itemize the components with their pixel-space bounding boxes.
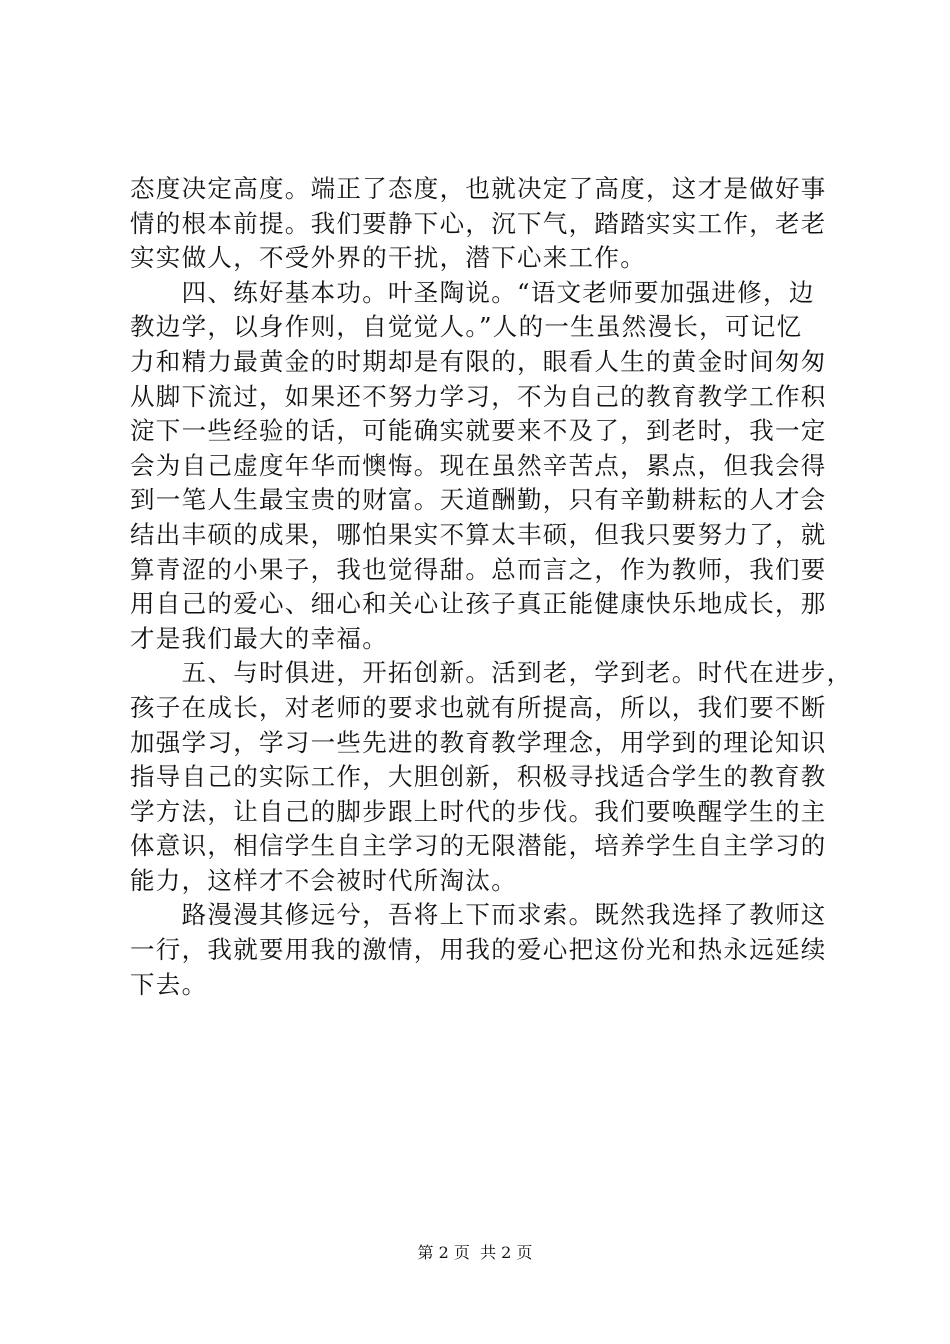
text-line: 孩子在成长，对老师的要求也就有所提高，所以，我们要不断 bbox=[130, 692, 827, 722]
text-line: 算青涩的小果子，我也觉得甜。总而言之，作为教师，我们要 bbox=[130, 554, 827, 584]
text-line: 力和精力最黄金的时期却是有限的，眼看人生的黄金时间匆匆 bbox=[130, 346, 827, 376]
text-line: 教边学，以身作则，自觉觉人。”人的一生虽然漫长，可记忆 bbox=[130, 312, 803, 342]
text-line: 五、与时俱进，开拓创新。活到老，学到老。时代在进步， bbox=[130, 658, 853, 688]
text-line: 到一笔人生最宝贵的财富。天道酬勤，只有辛勤耕耘的人才会 bbox=[130, 485, 827, 515]
text-line: 结出丰硕的成果，哪怕果实不算太丰硕，但我只要努力了，就 bbox=[130, 519, 827, 549]
text-line: 淀下一些经验的话，可能确实就要来不及了，到老时，我一定 bbox=[130, 416, 827, 446]
text-line: 态度决定高度。端正了态度，也就决定了高度，这才是做好事 bbox=[130, 174, 827, 203]
text-line: 学方法，让自己的脚步跟上时代的步伐。我们要唤醒学生的主 bbox=[130, 796, 827, 826]
text-line: 从脚下流过，如果还不努力学习，不为自己的教育教学工作积 bbox=[130, 381, 827, 411]
text-line: 体意识，相信学生自主学习的无限潜能，培养学生自主学习的 bbox=[130, 831, 827, 861]
text-line: 指导自己的实际工作，大胆创新，积极寻找适合学生的教育教 bbox=[130, 762, 827, 792]
text-line: 路漫漫其修远兮，吾将上下而求索。既然我选择了教师这 bbox=[130, 900, 827, 930]
page-number-label: 第 2 页 共 2 页 bbox=[417, 1243, 533, 1262]
text-line: 下去。 bbox=[130, 969, 208, 999]
text-line: 能力，这样才不会被时代所淘汰。 bbox=[130, 865, 517, 895]
page-footer bbox=[0, 1243, 950, 1263]
body-text bbox=[130, 172, 853, 1002]
text-line: 一行，我就要用我的激情，用我的爱心把这份光和热永远延续 bbox=[130, 935, 827, 965]
text-line: 四、练好基本功。叶圣陶说。“语文老师要加强进修，边 bbox=[130, 277, 815, 307]
text-line: 加强学习，学习一些先进的教育教学理念，用学到的理论知识 bbox=[130, 727, 827, 757]
text-line: 用自己的爱心、细心和关心让孩子真正能健康快乐地成长，那 bbox=[130, 589, 827, 619]
text-line: 才是我们最大的幸福。 bbox=[130, 623, 388, 653]
text-line: 会为自己虚度年华而懊悔。现在虽然辛苦点，累点，但我会得 bbox=[130, 450, 827, 480]
text-line: 情的根本前提。我们要静下心，沉下气，踏踏实实工作，老老 bbox=[130, 208, 827, 238]
text-line: 实实做人，不受外界的干扰，潜下心来工作。 bbox=[130, 243, 646, 273]
